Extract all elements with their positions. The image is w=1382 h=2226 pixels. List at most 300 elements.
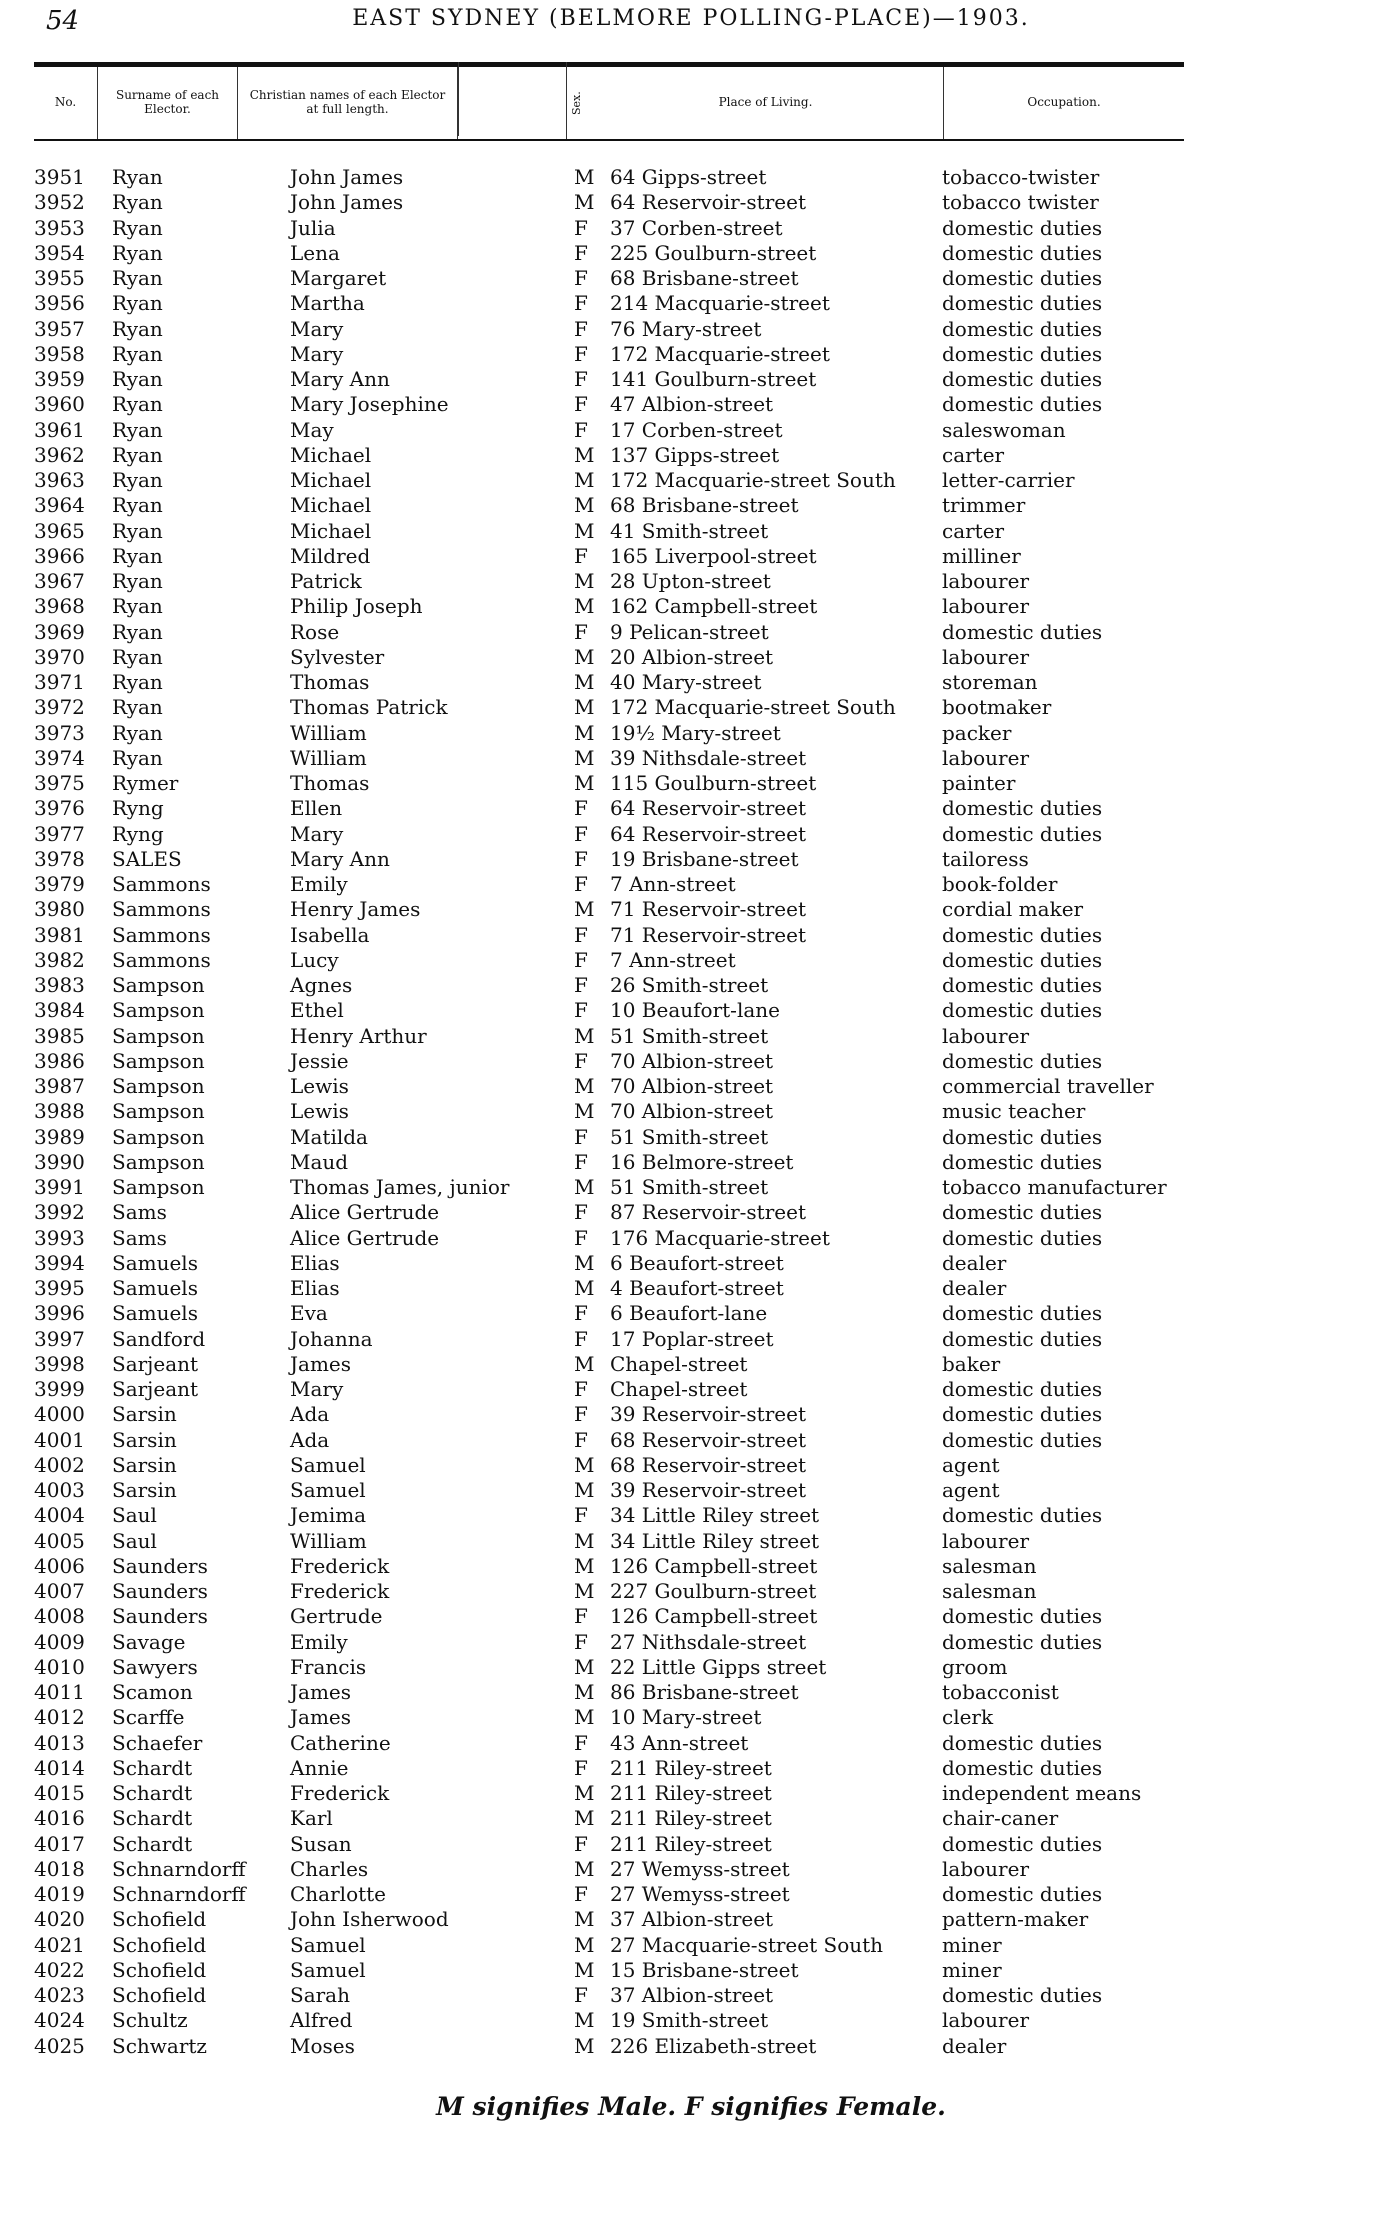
elector-surname: Schofield <box>112 1932 207 1957</box>
elector-christian-names: Ethel <box>290 998 344 1023</box>
elector-christian-names: Sylvester <box>290 644 385 669</box>
elector-place-of-living: 64 Reservoir-street <box>610 190 806 215</box>
elector-sex: M <box>574 1806 595 1831</box>
elector-place-of-living: 10 Beaufort-lane <box>610 998 780 1023</box>
table-row <box>34 670 1184 695</box>
elector-place-of-living: Chapel-street <box>610 1351 748 1376</box>
elector-place-of-living: 4 Beaufort-street <box>610 1276 784 1300</box>
table-row <box>34 1503 1184 1528</box>
elector-christian-names: Mildred <box>290 543 371 568</box>
elector-occupation: domestic duties <box>942 392 1103 417</box>
elector-sex: M <box>574 493 595 518</box>
table-row <box>34 493 1184 518</box>
elector-sex: F <box>574 872 588 896</box>
elector-place-of-living: 225 Goulburn-street <box>610 240 817 265</box>
elector-sex: F <box>574 796 588 821</box>
elector-surname: Ryan <box>112 392 163 417</box>
elector-sex: F <box>574 266 588 290</box>
elector-number: 4008 <box>34 1604 85 1629</box>
elector-number: 4022 <box>34 1957 85 1982</box>
elector-occupation: miner <box>942 1932 1002 1957</box>
elector-surname: Ryan <box>112 644 163 669</box>
elector-sex: F <box>574 543 588 568</box>
elector-number: 3978 <box>34 846 85 871</box>
elector-number: 3987 <box>34 1074 85 1098</box>
elector-christian-names: Maud <box>290 1149 349 1174</box>
elector-surname: Ryan <box>112 291 163 316</box>
elector-occupation: agent <box>942 1478 1000 1502</box>
elector-christian-names: Sarah <box>290 1983 350 2007</box>
elector-sex: F <box>574 1301 588 1326</box>
header-no: No. <box>34 67 98 139</box>
table-row <box>34 544 1184 569</box>
elector-surname: Ryan <box>112 190 163 215</box>
elector-occupation: chair-caner <box>942 1806 1059 1831</box>
elector-place-of-living: 37 Albion-street <box>610 1983 774 2007</box>
elector-number: 4000 <box>34 1402 85 1427</box>
elector-sex: F <box>574 240 588 265</box>
elector-occupation: labourer <box>942 1528 1030 1553</box>
elector-sex: M <box>574 1907 595 1932</box>
elector-surname: Sampson <box>112 1124 205 1149</box>
elector-christian-names: Catherine <box>290 1730 391 1755</box>
elector-occupation: domestic duties <box>942 1604 1103 1629</box>
table-row <box>34 998 1184 1023</box>
table-row <box>34 1200 1184 1225</box>
elector-place-of-living: 39 Reservoir-street <box>610 1402 806 1427</box>
table-row <box>34 1529 1184 1554</box>
table-row <box>34 1175 1184 1200</box>
elector-occupation: milliner <box>942 543 1021 568</box>
elector-christian-names: Mary Josephine <box>290 392 449 417</box>
elector-place-of-living: 87 Reservoir-street <box>610 1200 806 1225</box>
table-row <box>34 847 1184 872</box>
elector-sex: M <box>574 1074 595 1098</box>
elector-christian-names: Elias <box>290 1250 340 1275</box>
table-row <box>34 1251 1184 1276</box>
elector-number: 3959 <box>34 367 85 391</box>
elector-occupation: dealer <box>942 1276 1007 1300</box>
elector-surname: Ryan <box>112 316 163 341</box>
elector-place-of-living: 165 Liverpool-street <box>610 543 817 568</box>
elector-place-of-living: 211 Riley-street <box>610 1806 772 1831</box>
elector-place-of-living: 19 Smith-street <box>610 2008 769 2033</box>
header-occupation: Occupation. <box>1027 95 1101 110</box>
elector-place-of-living: 7 Ann-street <box>610 872 736 896</box>
elector-occupation: groom <box>942 1654 1008 1679</box>
elector-christian-names: Henry James <box>290 897 421 922</box>
elector-occupation: domestic duties <box>942 1200 1103 1225</box>
elector-sex: M <box>574 518 595 543</box>
table-row <box>34 695 1184 720</box>
table-row <box>34 1352 1184 1377</box>
elector-sex: M <box>574 644 595 669</box>
elector-surname: Sampson <box>112 1048 205 1073</box>
elector-christian-names: Samuel <box>290 1957 366 1982</box>
elector-occupation: domestic duties <box>942 1124 1103 1149</box>
elector-number: 4009 <box>34 1629 85 1654</box>
elector-sex: F <box>574 1124 588 1149</box>
elector-occupation: domestic duties <box>942 1831 1103 1856</box>
elector-number: 4010 <box>34 1654 85 1679</box>
elector-occupation: independent means <box>942 1781 1142 1805</box>
elector-sex: M <box>574 468 595 492</box>
elector-number: 4001 <box>34 1427 85 1452</box>
elector-occupation: commercial traveller <box>942 1074 1154 1098</box>
elector-occupation: domestic duties <box>942 1048 1103 1073</box>
elector-place-of-living: 41 Smith-street <box>610 518 769 543</box>
elector-number: 4015 <box>34 1781 85 1805</box>
elector-sex: M <box>574 1452 595 1477</box>
table-row <box>34 1554 1184 1579</box>
elector-sex: F <box>574 1604 588 1629</box>
elector-surname: Sammons <box>112 872 211 896</box>
elector-surname: Sarjeant <box>112 1351 199 1376</box>
elector-sex: F <box>574 973 588 997</box>
elector-christian-names: Johanna <box>290 1326 373 1351</box>
table-row <box>34 2034 1184 2059</box>
elector-christian-names: James <box>290 1680 352 1704</box>
elector-christian-names: Matilda <box>290 1124 368 1149</box>
elector-number: 3952 <box>34 190 85 215</box>
elector-number: 3992 <box>34 1200 85 1225</box>
elector-christian-names: Susan <box>290 1831 352 1856</box>
elector-sex: M <box>574 594 595 619</box>
elector-occupation: tobacco twister <box>942 190 1099 215</box>
elector-place-of-living: 27 Macquarie-street South <box>610 1932 884 1957</box>
elector-place-of-living: 211 Riley-street <box>610 1831 772 1856</box>
elector-number: 3961 <box>34 417 85 442</box>
elector-occupation: domestic duties <box>942 973 1103 997</box>
table-row <box>34 1781 1184 1806</box>
elector-sex: M <box>574 165 595 189</box>
elector-number: 3965 <box>34 518 85 543</box>
elector-sex: F <box>574 1831 588 1856</box>
elector-sex: F <box>574 291 588 316</box>
elector-list <box>34 165 1184 2059</box>
elector-surname: Schardt <box>112 1806 193 1831</box>
elector-occupation: domestic duties <box>942 1730 1103 1755</box>
elector-sex: F <box>574 1200 588 1225</box>
elector-surname: Sarjeant <box>112 1377 199 1401</box>
elector-surname: Schofield <box>112 1983 207 2007</box>
table-row <box>34 1958 1184 1983</box>
elector-place-of-living: Chapel-street <box>610 1377 748 1401</box>
elector-number: 3985 <box>34 1023 85 1048</box>
elector-place-of-living: 47 Albion-street <box>610 392 774 417</box>
elector-occupation: packer <box>942 720 1012 745</box>
elector-occupation: tailoress <box>942 846 1029 871</box>
elector-surname: Sampson <box>112 1149 205 1174</box>
elector-number: 3954 <box>34 240 85 265</box>
elector-number: 3963 <box>34 468 85 492</box>
elector-sex: F <box>574 947 588 972</box>
table-header <box>34 62 1184 141</box>
elector-number: 3962 <box>34 442 85 467</box>
elector-occupation: tobacco-twister <box>942 165 1100 189</box>
elector-surname: Saunders <box>112 1553 208 1578</box>
elector-number: 4023 <box>34 1983 85 2007</box>
table-row <box>34 1125 1184 1150</box>
elector-place-of-living: 27 Nithsdale-street <box>610 1629 807 1654</box>
elector-surname: Schofield <box>112 1907 207 1932</box>
elector-occupation: domestic duties <box>942 796 1103 821</box>
elector-surname: Sampson <box>112 1099 205 1124</box>
elector-place-of-living: 10 Mary-street <box>610 1705 762 1730</box>
elector-sex: M <box>574 2008 595 2033</box>
elector-number: 3993 <box>34 1225 85 1250</box>
elector-sex: M <box>574 1957 595 1982</box>
elector-surname: Ryan <box>112 720 163 745</box>
elector-surname: Scarffe <box>112 1705 185 1730</box>
elector-number: 3996 <box>34 1301 85 1326</box>
elector-sex: F <box>574 619 588 644</box>
elector-surname: SALES <box>112 846 182 871</box>
elector-christian-names: Martha <box>290 291 365 316</box>
elector-occupation: domestic duties <box>942 1225 1103 1250</box>
elector-place-of-living: 172 Macquarie-street South <box>610 695 896 720</box>
elector-surname: Ryan <box>112 341 163 366</box>
table-row <box>34 1630 1184 1655</box>
elector-surname: Sarsin <box>112 1478 177 1502</box>
table-row <box>34 1806 1184 1831</box>
elector-surname: Scamon <box>112 1680 193 1704</box>
elector-number: 3960 <box>34 392 85 417</box>
table-row <box>34 1301 1184 1326</box>
elector-occupation: domestic duties <box>942 998 1103 1023</box>
elector-occupation: domestic duties <box>942 1427 1103 1452</box>
elector-place-of-living: 7 Ann-street <box>610 947 736 972</box>
elector-number: 3966 <box>34 543 85 568</box>
elector-sex: F <box>574 392 588 417</box>
elector-place-of-living: 51 Smith-street <box>610 1023 769 1048</box>
elector-christian-names: Karl <box>290 1806 333 1831</box>
elector-occupation: clerk <box>942 1705 994 1730</box>
elector-sex: M <box>574 670 595 694</box>
elector-occupation: tobacco manufacturer <box>942 1175 1167 1199</box>
elector-surname: Ryan <box>112 543 163 568</box>
elector-surname: Saunders <box>112 1604 208 1629</box>
table-row <box>34 796 1184 821</box>
elector-sex: M <box>574 442 595 467</box>
table-row <box>34 266 1184 291</box>
elector-christian-names: Ada <box>290 1402 330 1427</box>
elector-sex: M <box>574 1781 595 1805</box>
elector-sex: F <box>574 1377 588 1401</box>
elector-number: 3999 <box>34 1377 85 1401</box>
elector-christian-names: William <box>290 720 367 745</box>
elector-sex: F <box>574 1048 588 1073</box>
elector-number: 4025 <box>34 2033 85 2058</box>
elector-surname: Ryan <box>112 266 163 290</box>
elector-occupation: bootmaker <box>942 695 1052 720</box>
elector-place-of-living: 64 Reservoir-street <box>610 821 806 846</box>
elector-number: 4018 <box>34 1856 85 1881</box>
elector-place-of-living: 162 Campbell-street <box>610 594 818 619</box>
elector-surname: Schnarndorff <box>112 1882 246 1906</box>
elector-sex: F <box>574 821 588 846</box>
elector-occupation: domestic duties <box>942 1755 1103 1780</box>
elector-place-of-living: 6 Beaufort-lane <box>610 1301 768 1326</box>
elector-number: 3957 <box>34 316 85 341</box>
elector-sex: F <box>574 922 588 947</box>
elector-surname: Samuels <box>112 1250 198 1275</box>
elector-place-of-living: 137 Gipps-street <box>610 442 780 467</box>
elector-sex: M <box>574 897 595 922</box>
table-row <box>34 872 1184 897</box>
elector-place-of-living: 37 Corben-street <box>610 215 783 240</box>
elector-surname: Sampson <box>112 1175 205 1199</box>
elector-occupation: labourer <box>942 644 1030 669</box>
elector-place-of-living: 172 Macquarie-street <box>610 341 830 366</box>
table-row <box>34 1150 1184 1175</box>
table-row <box>34 443 1184 468</box>
elector-surname: Ryan <box>112 745 163 770</box>
elector-christian-names: Rose <box>290 619 340 644</box>
elector-christian-names: Michael <box>290 442 372 467</box>
table-row <box>34 1604 1184 1629</box>
elector-christian-names: Jemima <box>290 1503 367 1528</box>
table-row <box>34 1680 1184 1705</box>
elector-number: 3958 <box>34 341 85 366</box>
table-row <box>34 1226 1184 1251</box>
elector-christian-names: Lewis <box>290 1074 349 1098</box>
elector-surname: Saul <box>112 1528 157 1553</box>
elector-place-of-living: 64 Reservoir-street <box>610 796 806 821</box>
elector-number: 3982 <box>34 947 85 972</box>
elector-place-of-living: 22 Little Gipps street <box>610 1654 827 1679</box>
elector-place-of-living: 64 Gipps-street <box>610 165 767 189</box>
table-row <box>34 1983 1184 2008</box>
elector-surname: Sandford <box>112 1326 206 1351</box>
elector-sex: M <box>574 1705 595 1730</box>
elector-place-of-living: 34 Little Riley street <box>610 1503 820 1528</box>
table-row <box>34 897 1184 922</box>
elector-surname: Schwartz <box>112 2033 207 2058</box>
elector-place-of-living: 20 Albion-street <box>610 644 774 669</box>
elector-christian-names: Margaret <box>290 266 387 290</box>
elector-occupation: domestic duties <box>942 1301 1103 1326</box>
elector-sex: M <box>574 771 595 795</box>
elector-christian-names: John James <box>290 190 404 215</box>
elector-surname: Rymer <box>112 771 179 795</box>
elector-place-of-living: 6 Beaufort-street <box>610 1250 784 1275</box>
elector-number: 3988 <box>34 1099 85 1124</box>
elector-number: 3964 <box>34 493 85 518</box>
elector-christian-names: Isabella <box>290 922 370 947</box>
elector-sex: M <box>574 190 595 215</box>
table-row <box>34 1074 1184 1099</box>
elector-number: 4017 <box>34 1831 85 1856</box>
elector-place-of-living: 227 Goulburn-street <box>610 1579 817 1603</box>
elector-occupation: trimmer <box>942 493 1026 518</box>
elector-place-of-living: 70 Albion-street <box>610 1074 774 1098</box>
elector-occupation: domestic duties <box>942 316 1103 341</box>
elector-sex: F <box>574 316 588 341</box>
table-row <box>34 948 1184 973</box>
elector-place-of-living: 172 Macquarie-street South <box>610 468 896 492</box>
elector-occupation: pattern-maker <box>942 1907 1089 1932</box>
elector-number: 3970 <box>34 644 85 669</box>
elector-number: 3997 <box>34 1326 85 1351</box>
elector-surname: Ryan <box>112 367 163 391</box>
elector-surname: Ryan <box>112 417 163 442</box>
elector-occupation: labourer <box>942 569 1030 593</box>
elector-sex: M <box>574 1579 595 1603</box>
elector-sex: M <box>574 1478 595 1502</box>
elector-christian-names: John James <box>290 165 404 189</box>
elector-place-of-living: 19 Brisbane-street <box>610 846 799 871</box>
elector-sex: M <box>574 1553 595 1578</box>
elector-number: 4021 <box>34 1932 85 1957</box>
elector-number: 4013 <box>34 1730 85 1755</box>
elector-place-of-living: 68 Reservoir-street <box>610 1427 806 1452</box>
elector-christian-names: Thomas Patrick <box>290 695 448 720</box>
elector-christian-names: William <box>290 1528 367 1553</box>
table-row <box>34 342 1184 367</box>
elector-christian-names: James <box>290 1705 352 1730</box>
elector-place-of-living: 43 Ann-street <box>610 1730 749 1755</box>
elector-surname: Ryan <box>112 493 163 518</box>
elector-sex: M <box>574 1932 595 1957</box>
elector-christian-names: Frederick <box>290 1579 390 1603</box>
elector-christian-names: Mary <box>290 316 344 341</box>
table-row <box>34 2008 1184 2033</box>
elector-sex: F <box>574 367 588 391</box>
elector-christian-names: Mary Ann <box>290 846 390 871</box>
elector-christian-names: James <box>290 1351 352 1376</box>
elector-christian-names: Emily <box>290 1629 348 1654</box>
elector-occupation: music teacher <box>942 1099 1086 1124</box>
table-row <box>34 1756 1184 1781</box>
table-row <box>34 1377 1184 1402</box>
elector-number: 3969 <box>34 619 85 644</box>
elector-occupation: domestic duties <box>942 1402 1103 1427</box>
elector-occupation: domestic duties <box>942 215 1103 240</box>
elector-occupation: baker <box>942 1351 1001 1376</box>
table-row <box>34 165 1184 190</box>
elector-occupation: salesman <box>942 1553 1037 1578</box>
elector-christian-names: Julia <box>290 215 336 240</box>
elector-surname: Saunders <box>112 1579 208 1603</box>
elector-surname: Ryan <box>112 215 163 240</box>
elector-christian-names: Henry Arthur <box>290 1023 427 1048</box>
elector-sex: F <box>574 417 588 442</box>
elector-place-of-living: 214 Macquarie-street <box>610 291 830 316</box>
elector-number: 3968 <box>34 594 85 619</box>
elector-number: 4004 <box>34 1503 85 1528</box>
elector-sex: F <box>574 1983 588 2007</box>
elector-christian-names: Samuel <box>290 1478 366 1502</box>
elector-occupation: domestic duties <box>942 1983 1103 2007</box>
elector-surname: Samuels <box>112 1276 198 1300</box>
table-row <box>34 746 1184 771</box>
elector-sex: M <box>574 1175 595 1199</box>
elector-christian-names: Mary Ann <box>290 367 390 391</box>
elector-place-of-living: 226 Elizabeth-street <box>610 2033 817 2058</box>
elector-christian-names: Michael <box>290 493 372 518</box>
elector-sex: M <box>574 1856 595 1881</box>
elector-christian-names: Ellen <box>290 796 343 821</box>
elector-number: 3981 <box>34 922 85 947</box>
elector-occupation: domestic duties <box>942 266 1103 290</box>
elector-sex: M <box>574 1023 595 1048</box>
table-row <box>34 1402 1184 1427</box>
elector-place-of-living: 71 Reservoir-street <box>610 922 806 947</box>
elector-sex: M <box>574 720 595 745</box>
elector-sex: F <box>574 1730 588 1755</box>
elector-christian-names: Lena <box>290 240 340 265</box>
